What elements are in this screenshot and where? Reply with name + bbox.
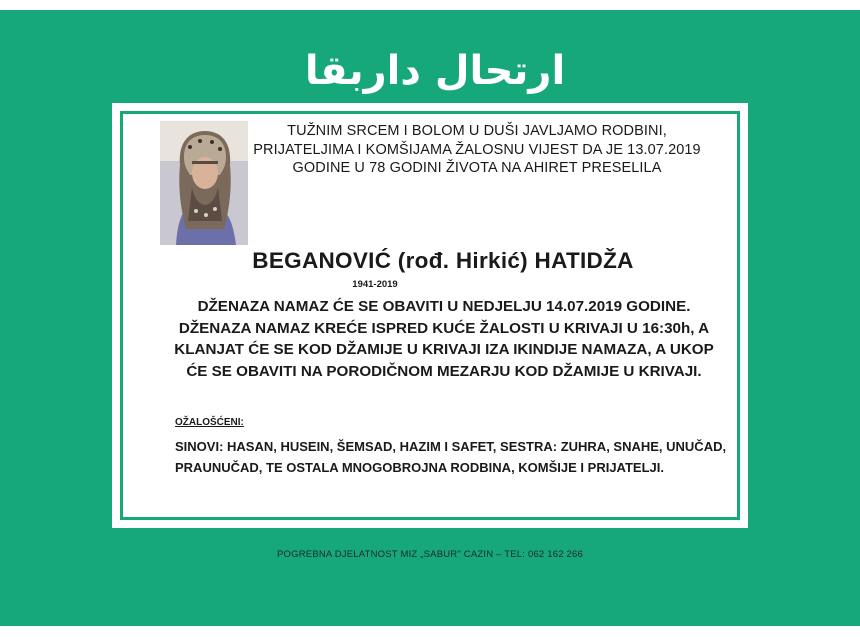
announcement-intro: TUŽNIM SRCEM I BOLOM U DUŠI JAVLJAMO RODBINI, PRIJATELJIMA I KOMŠIJAMA ŽALOSNU VIJEST DA JE 13.07.2019 GODINE U 78 GODINI ŽIVOTA NA AHIRET PRESELILA <box>253 123 701 176</box>
funeral-service-footer: POGREBNA DJELATNOST MIZ „SABUR" CAZIN – TEL: 062 162 266 <box>276 549 583 560</box>
funeral-prayer-details: DŽENAZA NAMAZ ĆE SE OBAVITI U NEDJELJU 14.07.2019 GODINE. DŽENAZA NAMAZ KREĆE ISPRED KUĆE ŽALOSTI U KRIVAJI U 16:30h, A KLANJAT ĆE SE KOD DŽAMIJE U KRIVAJI IZA IKINDIJE NAMAZA, A UKOP ĆE SE OBAVITI NA PORODIČNOM MEZARJU KOD DŽAMIJE U KRIVAJI. <box>174 298 714 380</box>
mourners-heading: OŽALOŠĆENI: <box>175 417 244 428</box>
portrait-photo <box>160 121 248 245</box>
svg-text:ارتحال داربقا: ارتحال داربقا <box>304 48 566 94</box>
arabic-calligraphy-heading <box>304 32 566 104</box>
bottom-margin <box>0 626 860 640</box>
deceased-name: BEGANOVIĆ (rođ. Hirkić) HATIDŽA <box>252 248 634 273</box>
life-years: 1941-2019 <box>352 279 398 290</box>
mourners-list: SINOVI: HASAN, HUSEIN, ŠEMSAD, HAZIM I SAFET, SESTRA: ZUHRA, SNAHE, UNUČAD, PRAUNUČAD, TE OSTALA MNOGOBROJNA RODBINA, KOMŠIJE I PRIJATELJI. <box>175 439 727 475</box>
